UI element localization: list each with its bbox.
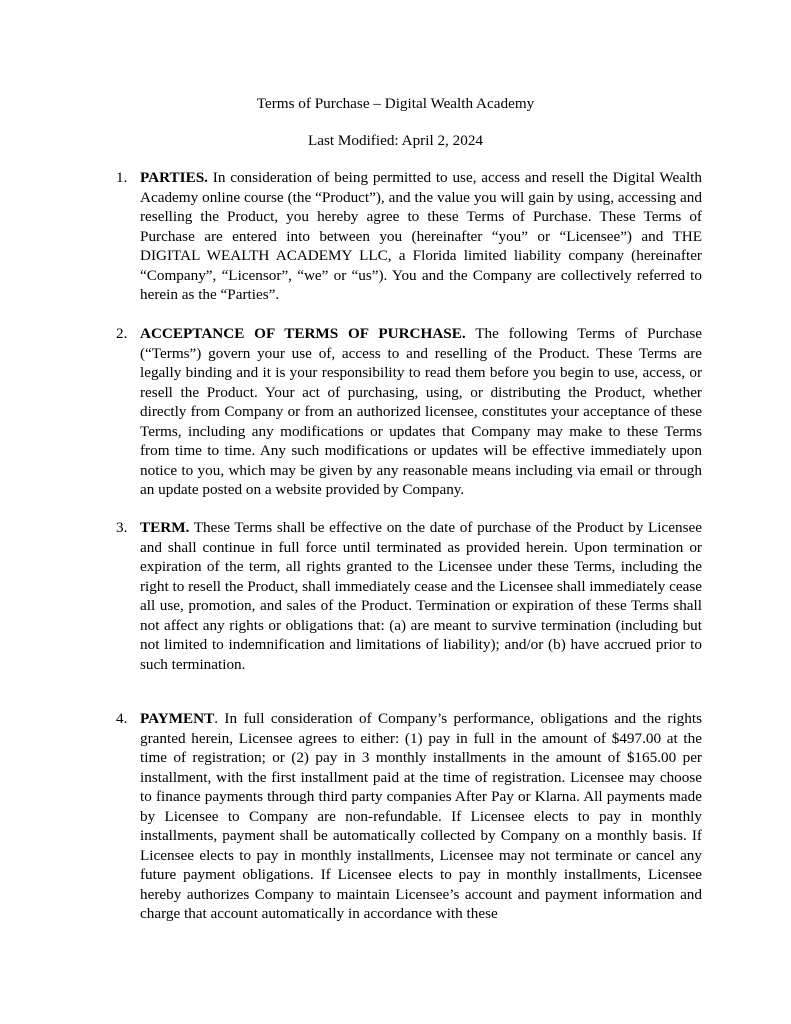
section-text (140, 168, 702, 305)
section-body: In consideration of being permitted to use, access and resell the Digital Wealth Academy online course (the “Product”), and the value you will gain by using, accessing and reselling the Product, you hereby agree to these Terms of Purchase. These Terms of Purchase are entered into between you (hereinafter “you” or “Licensee”) and THE DIGITAL WEALTH ACADEMY LLC, a Florida limited liability company (hereinafter “Company”, “Licensor”, “we” or “us”). You and the Company are collectively referred to herein as the “Parties”. (140, 169, 702, 303)
section-body: . In full consideration of Company’s performance, obligations and the rights granted herein, Licensee agrees to either: (1) pay in full in the amount of $497.00 at the time of registration; or (2) pay in 3 monthly installments in the amount of $165.00 per installment, with the first installment paid at the time of registration. Licensee may choose to finance payments through third party companies After Pay or Klarna. All payments made by Licensee to Company are non-refundable. If Licensee elects to pay in monthly installments, payment shall be automatically collected by Company on a monthly basis. If Licensee elects to pay in monthly installments, Licensee may not terminate or cancel any future payment obligations. If Licensee elects to pay in monthly installments, Licensee hereby authorizes Company to maintain Licensee’s account and payment information and charge that account automatically in accordance with these (140, 710, 702, 922)
last-modified-date: Last Modified: April 2, 2024 (307, 132, 484, 149)
section-payment (116, 709, 702, 924)
section-heading: PARTIES. (140, 169, 208, 186)
section-term (116, 518, 702, 674)
section-acceptance (116, 324, 702, 500)
section-text (140, 518, 702, 674)
section-number: 3. (116, 519, 128, 536)
document-title: Terms of Purchase – Digital Wealth Academy (256, 95, 535, 112)
section-number: 2. (116, 325, 128, 342)
section-parties (116, 168, 702, 305)
section-number: 4. (116, 710, 128, 727)
section-body: These Terms shall be effective on the date of purchase of the Product by Licensee and shall continue in full force until terminated as provided herein. Upon termination or expiration of the term, all rights granted to the Licensee under these Terms, including the right to resell the Product, shall immediately cease and the Licensee shall immediately cease all use, promotion, and sales of the Product. Termination or expiration of these Terms shall not affect any rights or obligations that: (a) are meant to survive termination (including but not limited to indemnification and limitations of liability); and/or (b) have accrued prior to such termination. (140, 519, 702, 673)
section-heading: PAYMENT (140, 710, 215, 727)
section-body: The following Terms of Purchase (“Terms”) govern your use of, access to and reselling of the Product. These Terms are legally binding and it is your responsibility to read them before you begin to use, access, or resell the Product. Your act of purchasing, using, or distributing the Product, whether directly from Company or from an authorized licensee, constitutes your acceptance of these Terms, including any modifications or updates that Company may make to these Terms from time to time. Any such modifications or updates will be effective immediately upon notice to you, which may be given by any reasonable means including via email or through an update posted on a website provided by Company. (140, 325, 702, 498)
section-text (140, 709, 702, 924)
section-number: 1. (116, 169, 128, 186)
section-text (140, 324, 702, 500)
section-heading: TERM. (140, 519, 190, 536)
section-heading: ACCEPTANCE OF TERMS OF PURCHASE. (140, 325, 466, 342)
